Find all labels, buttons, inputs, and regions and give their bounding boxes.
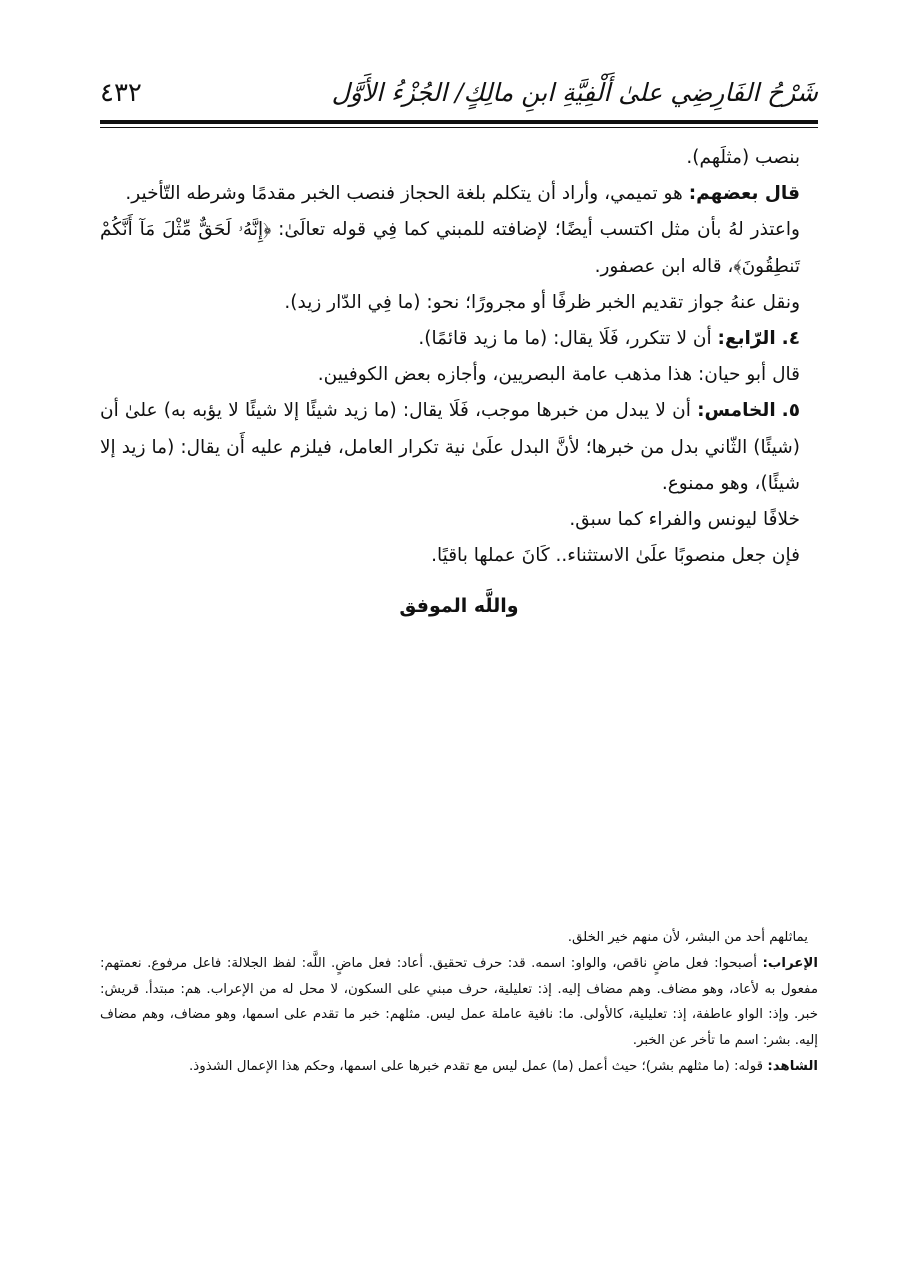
paragraph-2 <box>100 176 818 212</box>
paragraph-7-text: أن لا يبدل من خبرها موجب، فَلَا يقال: (ما زيد شيئًا إلا شيئًا لا يؤبه به) علىٰ أن (شيئًا) الثّاني بدل من خبرها؛ لأنَّ البدل علَىٰ نية تكرار العامل، فيلزم عليه أَن يقال: (ما زيد إلا شيئًا)، وهو ممنوع. <box>100 400 800 494</box>
paragraph-2-text: هو تميمي، وأراد أن يتكلم بلغة الحجاز فنصب الخبر مقدمًا وشرطه التّأخير. <box>125 183 689 205</box>
running-title: شَرْحُ الفَارِضِي علىٰ أَلْفِيَّةِ ابنِ مالِكٍ/ الجُزْءُ الأَوَّل <box>331 78 818 107</box>
closing-phrase: واللَّه الموفق <box>399 595 519 618</box>
paragraph-5-number: ٤. <box>781 328 800 350</box>
footnote-irab-label: الإعراب: <box>762 955 818 971</box>
footnote-shahid-text: قوله: (ما مثلهم بشر)؛ حيث أعمل (ما) عمل ليس مع تقدم خبرها على اسمها، وحكم هذا الإعمال الشذوذ. <box>189 1058 768 1074</box>
paragraph-9: فإن جعل منصوبًا علَىٰ الاستثناء.. كَانَ عملها باقيًا. <box>431 545 800 567</box>
main-text <box>100 140 818 625</box>
footnote-irab-text: أصبحوا: فعل ماضٍ ناقص، والواو: اسمه. قد: حرف تحقيق. أعاد: فعل ماضٍ. اللَّه: لفظ الجلالة: فاعل مرفوع. نعمتهم: مفعول به لأعاد، وهو مضاف. وهم مضاف إليه. إذ: تعليلية، حرف مبني على السكون، لا محل له من الإعراب. هم: مبتدأ. قريش: خبر. وإذ: الواو عاطفة، إذ: تعليلية، كالأولى. ما: نافية عاملة عمل ليس. مثلهم: خبر ما تقدم على اسمها، وهو مضاف، وهم مضاف إليه. بشر: اسم ما تأخر عن الخبر. <box>100 955 818 1049</box>
header-rule-thin <box>100 127 818 128</box>
paragraph-6: قال أبو حيان: هذا مذهب عامة البصريين، وأجازه بعض الكوفيين. <box>317 364 800 386</box>
paragraph-8: خلافًا ليونس والفراء كما سبق. <box>569 509 800 531</box>
paragraph-1: بنصب (مثلَهم). <box>686 147 800 168</box>
paragraph-5-text: أن لا تتكرر، فَلَا يقال: (ما ما زيد قائمًا). <box>418 328 718 350</box>
paragraph-7 <box>100 393 818 502</box>
paragraph-2-label: قال بعضهم: <box>688 183 800 205</box>
page-header <box>100 78 818 116</box>
paragraph-3: واعتذر لهُ بأن مثل اكتسب أيضًا؛ لإضافته للمبني كما فِي قوله تعالَىٰ: ﴿إِنَّهُۥ لَحَقٌّ مِّثْلَ مَآ أَنَّكُمْ تَنطِقُونَ﴾، قاله ابن عصفور. <box>100 219 800 277</box>
footnote-shahid <box>100 1054 818 1080</box>
footnote-shahid-label: الشاهد: <box>767 1058 818 1074</box>
header-rule-thick <box>100 120 818 124</box>
footnote-line-1: يماثلهم أحد من البشر، لأن منهم خير الخلق. <box>567 930 808 945</box>
paragraph-4: ونقل عنهُ جواز تقديم الخبر ظرفًا أو مجرورًا؛ نحو: (ما فِي الدّار زيد). <box>284 291 800 313</box>
page-number: ٤٣٢ <box>100 78 142 108</box>
footnote-irab <box>100 951 818 1054</box>
paragraph-7-label: الخامس: <box>697 400 776 422</box>
paragraph-5-label: الرّابع: <box>717 328 776 350</box>
paragraph-5 <box>100 321 818 357</box>
paragraph-7-number: ٥. <box>781 400 800 422</box>
footnotes <box>100 925 818 1080</box>
